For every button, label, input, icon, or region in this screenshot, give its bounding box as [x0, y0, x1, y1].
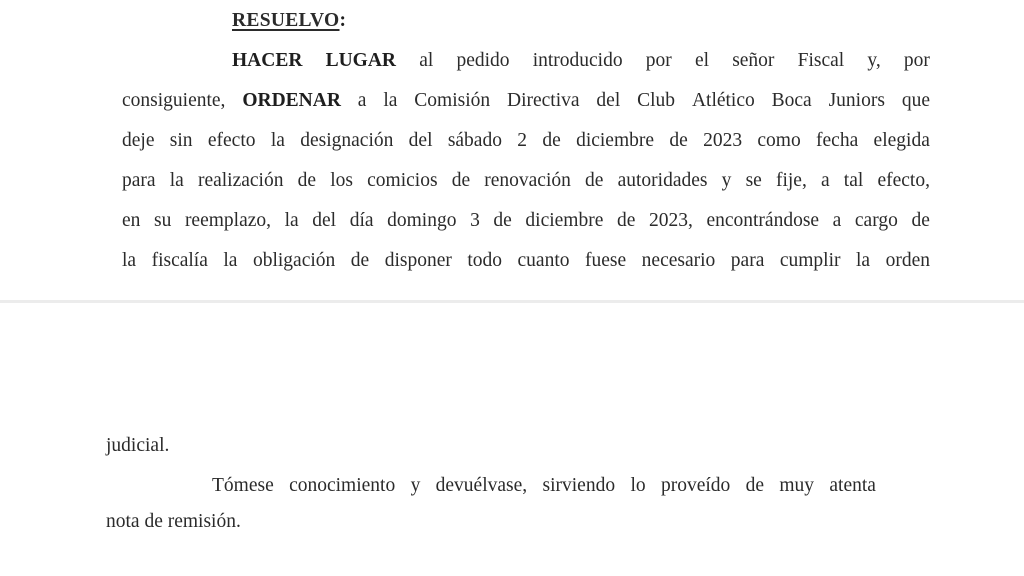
- word: Club: [637, 90, 676, 111]
- word: al: [419, 50, 434, 71]
- word: por: [645, 50, 672, 71]
- word: designación: [300, 130, 394, 151]
- word: sin: [169, 130, 193, 151]
- word: diciembre: [525, 210, 604, 231]
- word: sábado: [447, 130, 502, 151]
- word: en: [122, 210, 141, 231]
- word: 3: [470, 210, 480, 231]
- word: 2023,: [648, 210, 693, 231]
- word: consiguiente,: [122, 90, 226, 111]
- word: y,: [867, 50, 881, 71]
- word: deje: [122, 130, 155, 151]
- word: conocimiento: [289, 475, 396, 496]
- word: 2: [517, 130, 528, 151]
- word: de: [669, 130, 688, 151]
- word: orden: [885, 250, 930, 271]
- word: que: [901, 90, 930, 111]
- word: fije,: [775, 170, 807, 191]
- word: como: [757, 130, 801, 151]
- word: a: [820, 170, 830, 191]
- word: fuese: [585, 250, 627, 271]
- word: de: [911, 210, 930, 231]
- word: 2023: [703, 130, 743, 151]
- word: Fiscal: [797, 50, 845, 71]
- closing-line-2: nota de remisión.: [106, 511, 241, 532]
- word: cuanto: [517, 250, 570, 271]
- word: del: [408, 130, 433, 151]
- word: cargo: [854, 210, 898, 231]
- word: de: [542, 130, 561, 151]
- word: encontrándose: [706, 210, 820, 231]
- word: de: [350, 250, 370, 271]
- word: por: [903, 50, 930, 71]
- word: introducido: [532, 50, 623, 71]
- heading-colon: :: [339, 10, 346, 31]
- word: pedido: [456, 50, 510, 71]
- word: tal: [843, 170, 864, 191]
- word: Atlético: [691, 90, 755, 111]
- word: realización: [197, 170, 284, 191]
- word: la: [122, 250, 137, 271]
- paragraph-line-3: [122, 129, 930, 153]
- word: a: [832, 210, 842, 231]
- word: elegida: [873, 130, 930, 151]
- paragraph-line-4: [122, 169, 930, 193]
- word: la: [169, 170, 184, 191]
- word: a: [357, 90, 367, 111]
- word: lo: [630, 475, 646, 496]
- word: de: [451, 170, 471, 191]
- word: del: [596, 90, 621, 111]
- word: proveído: [660, 475, 731, 496]
- word: domingo: [387, 210, 457, 231]
- word: efecto,: [877, 170, 930, 191]
- word: la: [383, 90, 398, 111]
- bold-word: LUGAR: [325, 50, 397, 71]
- heading-text: RESUELVO: [232, 10, 340, 31]
- word: la: [270, 130, 285, 151]
- word: señor: [732, 50, 775, 71]
- resolution-heading: [232, 9, 346, 33]
- word: cumplir: [779, 250, 841, 271]
- word: atenta: [829, 475, 876, 496]
- word: su: [154, 210, 172, 231]
- word: efecto: [207, 130, 256, 151]
- word: día: [349, 210, 374, 231]
- word: diciembre: [576, 130, 655, 151]
- word: todo: [467, 250, 503, 271]
- word: y: [721, 170, 732, 191]
- word: comicios: [367, 170, 438, 191]
- word: los: [330, 170, 353, 191]
- word: Boca: [771, 90, 812, 111]
- document-page-bottom: [0, 303, 1024, 576]
- word: de: [745, 475, 765, 496]
- word: sirviendo: [542, 475, 616, 496]
- word: fiscalía: [151, 250, 208, 271]
- word: Directiva: [507, 90, 580, 111]
- closing-line-1: [212, 474, 876, 498]
- word: de: [297, 170, 317, 191]
- word: fecha: [816, 130, 859, 151]
- word: obligación: [252, 250, 336, 271]
- word: para: [730, 250, 765, 271]
- paragraph-line-2: [122, 89, 930, 113]
- word: Tómese: [212, 475, 274, 496]
- word: de: [616, 210, 636, 231]
- word: del: [312, 210, 337, 231]
- word: la: [856, 250, 871, 271]
- word: se: [745, 170, 762, 191]
- paragraph-line-5: [122, 209, 930, 233]
- word: y: [410, 475, 421, 496]
- word: reemplazo,: [184, 210, 272, 231]
- paragraph-line-6: [122, 249, 930, 273]
- word: la: [223, 250, 238, 271]
- bold-word: ORDENAR: [242, 90, 341, 111]
- word: autoridades: [617, 170, 708, 191]
- bold-word: HACER: [232, 50, 303, 71]
- word: devuélvase,: [435, 475, 528, 496]
- word: disponer: [384, 250, 452, 271]
- word: para: [122, 170, 156, 191]
- word: muy: [779, 475, 815, 496]
- word: la: [284, 210, 299, 231]
- word: Juniors: [828, 90, 885, 111]
- word: de: [585, 170, 604, 191]
- word: renovación: [484, 170, 571, 191]
- word: el: [694, 50, 710, 71]
- paragraph-line-1: [232, 49, 930, 73]
- word: de: [493, 210, 512, 231]
- word: necesario: [641, 250, 716, 271]
- paragraph-line-continuation: judicial.: [106, 435, 170, 456]
- word: Comisión: [414, 90, 491, 111]
